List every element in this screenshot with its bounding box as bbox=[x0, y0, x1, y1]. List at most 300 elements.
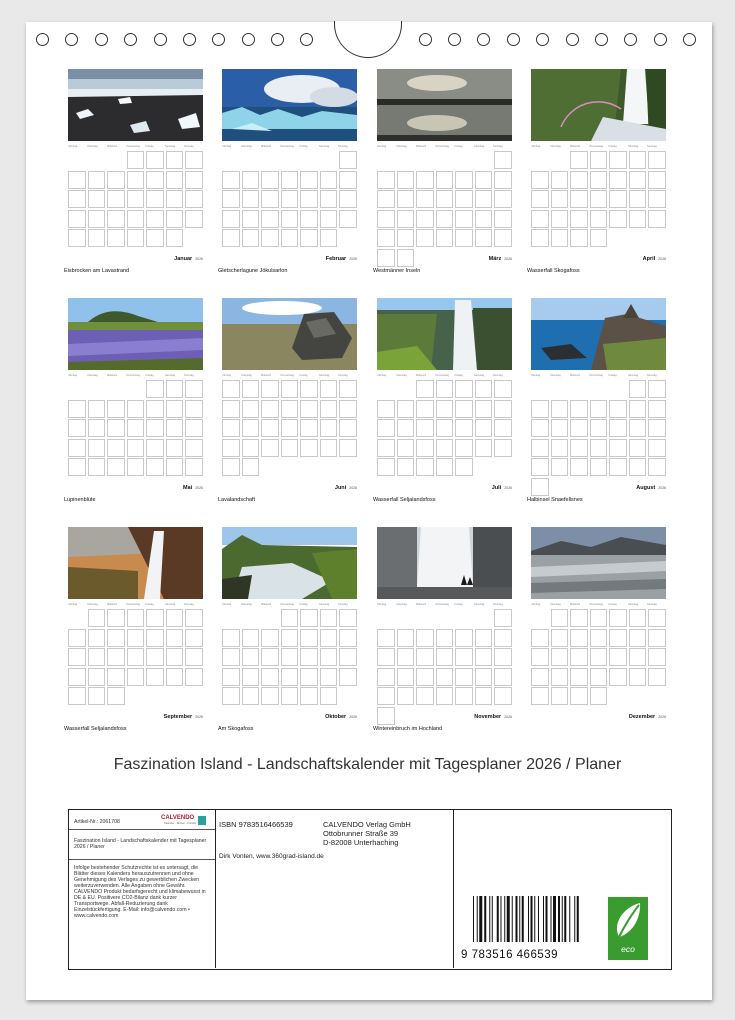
month-year: 2026 bbox=[504, 257, 512, 261]
day-cell bbox=[88, 190, 106, 208]
weekday-label: Donnerstag bbox=[126, 603, 140, 606]
binding-ring bbox=[183, 33, 196, 46]
day-cell bbox=[377, 190, 395, 208]
day-cell bbox=[397, 171, 415, 189]
barcode-icon bbox=[471, 896, 586, 942]
day-cell bbox=[339, 171, 357, 189]
day-cell bbox=[300, 190, 318, 208]
day-cell bbox=[185, 419, 203, 437]
day-cell bbox=[629, 458, 647, 476]
day-cell bbox=[648, 400, 666, 418]
day-cell bbox=[609, 190, 627, 208]
calvendo-flag-icon bbox=[198, 816, 206, 825]
day-cell bbox=[166, 380, 184, 398]
day-cell bbox=[648, 380, 666, 398]
day-cell bbox=[531, 478, 549, 496]
day-cell bbox=[166, 229, 184, 247]
weekday-label: Sonntag bbox=[493, 145, 503, 148]
day-cell bbox=[609, 210, 627, 228]
month-name bbox=[183, 485, 203, 491]
day-cell bbox=[416, 171, 434, 189]
day-cell bbox=[146, 609, 164, 627]
binding-ring bbox=[654, 33, 667, 46]
day-cell bbox=[88, 687, 106, 705]
day-cell bbox=[416, 419, 434, 437]
day-cell bbox=[88, 668, 106, 686]
month-year: 2026 bbox=[658, 257, 666, 261]
day-cell bbox=[570, 229, 588, 247]
day-cell bbox=[261, 419, 279, 437]
day-cell bbox=[127, 229, 145, 247]
weekday-label: Mittwoch bbox=[107, 603, 118, 606]
month-block bbox=[218, 298, 357, 508]
day-cell bbox=[261, 687, 279, 705]
weekday-label: Freitag bbox=[145, 603, 154, 606]
month-label: August bbox=[636, 485, 656, 491]
weekday-label: Freitag bbox=[454, 374, 463, 377]
day-cell bbox=[629, 171, 647, 189]
day-cell bbox=[281, 419, 299, 437]
month-label: Dezember bbox=[628, 714, 656, 720]
day-cell bbox=[107, 668, 125, 686]
month-label: Oktober bbox=[325, 714, 347, 720]
day-cell bbox=[551, 668, 569, 686]
day-cell bbox=[242, 229, 260, 247]
weekday-label: Samstag bbox=[628, 603, 639, 606]
day-cell bbox=[397, 668, 415, 686]
day-cell bbox=[68, 171, 86, 189]
day-cell bbox=[107, 171, 125, 189]
day-cell bbox=[320, 687, 338, 705]
day-cell bbox=[609, 458, 627, 476]
day-cell bbox=[455, 668, 473, 686]
day-cell bbox=[242, 419, 260, 437]
weekday-label: Sonntag bbox=[338, 603, 348, 606]
weekday-label: Mittwoch bbox=[416, 145, 427, 148]
photo-caption: Wintereinbruch im Hochland bbox=[373, 726, 443, 732]
weekday-label: Sonntag bbox=[647, 145, 657, 148]
binding-ring bbox=[683, 33, 696, 46]
day-cell bbox=[436, 190, 454, 208]
day-cell bbox=[261, 229, 279, 247]
day-cell bbox=[494, 609, 512, 627]
weekday-label: Dienstag bbox=[396, 145, 407, 148]
day-cell bbox=[261, 400, 279, 418]
binding-ring bbox=[536, 33, 549, 46]
day-cell bbox=[455, 648, 473, 666]
day-cell bbox=[531, 400, 549, 418]
day-cell bbox=[222, 687, 240, 705]
month-name bbox=[474, 714, 512, 720]
weekday-label: Mittwoch bbox=[261, 374, 272, 377]
day-cell bbox=[281, 210, 299, 228]
day-cell bbox=[416, 229, 434, 247]
month-photo bbox=[377, 527, 512, 599]
day-cell bbox=[127, 629, 145, 647]
month-year: 2026 bbox=[658, 486, 666, 490]
photo-caption: Wasserfall Skogafoss bbox=[527, 268, 580, 274]
day-cell bbox=[377, 400, 395, 418]
month-photo bbox=[531, 527, 666, 599]
day-cell bbox=[127, 648, 145, 666]
day-cell bbox=[166, 400, 184, 418]
photo-caption: Westmänner Inseln bbox=[373, 268, 421, 274]
binding-ring bbox=[595, 33, 608, 46]
weekday-label: Sonntag bbox=[647, 374, 657, 377]
day-cell bbox=[166, 668, 184, 686]
day-cell bbox=[397, 648, 415, 666]
day-grid bbox=[377, 380, 512, 480]
day-cell bbox=[320, 171, 338, 189]
day-cell bbox=[377, 687, 395, 705]
weekday-label: Freitag bbox=[454, 145, 463, 148]
calvendo-tagline: Kalender · Bücher · Puzzles bbox=[164, 822, 197, 825]
day-cell bbox=[339, 648, 357, 666]
day-cell bbox=[590, 210, 608, 228]
weekday-label: Freitag bbox=[145, 374, 154, 377]
binding-ring bbox=[624, 33, 637, 46]
weekday-label: Montag bbox=[68, 603, 78, 606]
day-grid bbox=[222, 151, 357, 251]
day-cell bbox=[261, 629, 279, 647]
barcode-number: 9 783516 466539 bbox=[461, 949, 559, 961]
month-photo bbox=[531, 69, 666, 141]
day-cell bbox=[629, 668, 647, 686]
day-cell bbox=[377, 249, 395, 267]
day-cell bbox=[416, 190, 434, 208]
day-cell bbox=[609, 400, 627, 418]
day-cell bbox=[377, 458, 395, 476]
day-cell bbox=[551, 171, 569, 189]
day-cell bbox=[416, 439, 434, 457]
day-cell bbox=[68, 687, 86, 705]
day-cell bbox=[570, 629, 588, 647]
day-cell bbox=[397, 190, 415, 208]
day-cell bbox=[107, 400, 125, 418]
day-cell bbox=[185, 400, 203, 418]
day-cell bbox=[494, 229, 512, 247]
month-block bbox=[373, 69, 512, 279]
weekday-label: Dienstag bbox=[87, 374, 98, 377]
day-cell bbox=[320, 629, 338, 647]
weekday-label: Dienstag bbox=[550, 603, 561, 606]
day-cell bbox=[397, 629, 415, 647]
binding-ring bbox=[300, 33, 313, 46]
day-cell bbox=[648, 419, 666, 437]
day-cell bbox=[320, 400, 338, 418]
day-cell bbox=[475, 190, 493, 208]
day-cell bbox=[127, 668, 145, 686]
day-cell bbox=[609, 439, 627, 457]
day-cell bbox=[185, 458, 203, 476]
day-cell bbox=[436, 668, 454, 686]
month-name bbox=[335, 485, 357, 491]
day-cell bbox=[107, 609, 125, 627]
day-cell bbox=[88, 171, 106, 189]
day-cell bbox=[570, 609, 588, 627]
day-cell bbox=[107, 190, 125, 208]
publisher-city: D-82008 Unterhaching bbox=[323, 838, 399, 847]
day-cell bbox=[127, 609, 145, 627]
day-cell bbox=[68, 400, 86, 418]
day-cell bbox=[590, 229, 608, 247]
day-cell bbox=[551, 648, 569, 666]
weekday-label: Dienstag bbox=[550, 145, 561, 148]
day-cell bbox=[531, 229, 549, 247]
day-cell bbox=[551, 629, 569, 647]
day-cell bbox=[339, 380, 357, 398]
day-cell bbox=[68, 668, 86, 686]
day-cell bbox=[146, 458, 164, 476]
day-cell bbox=[551, 419, 569, 437]
day-cell bbox=[222, 210, 240, 228]
day-cell bbox=[300, 609, 318, 627]
day-cell bbox=[551, 190, 569, 208]
day-cell bbox=[281, 380, 299, 398]
day-cell bbox=[185, 171, 203, 189]
day-cell bbox=[531, 419, 549, 437]
weekday-label: Donnerstag bbox=[280, 603, 294, 606]
day-cell bbox=[629, 190, 647, 208]
day-cell bbox=[648, 629, 666, 647]
info-column-middle bbox=[215, 810, 454, 968]
weekday-label: Freitag bbox=[608, 374, 617, 377]
day-cell bbox=[107, 629, 125, 647]
day-cell bbox=[590, 151, 608, 169]
weekday-label: Donnerstag bbox=[280, 374, 294, 377]
day-cell bbox=[320, 648, 338, 666]
day-cell bbox=[648, 458, 666, 476]
weekday-label: Sonntag bbox=[184, 374, 194, 377]
day-cell bbox=[146, 439, 164, 457]
day-cell bbox=[416, 380, 434, 398]
day-cell bbox=[68, 190, 86, 208]
month-photo bbox=[68, 298, 203, 370]
article-row bbox=[69, 810, 215, 830]
weekday-label: Montag bbox=[68, 145, 78, 148]
weekday-label: Donnerstag bbox=[126, 374, 140, 377]
day-cell bbox=[570, 458, 588, 476]
day-cell bbox=[416, 648, 434, 666]
weekday-label: Montag bbox=[377, 374, 387, 377]
day-cell bbox=[127, 171, 145, 189]
weekday-label: Dienstag bbox=[241, 603, 252, 606]
day-cell bbox=[320, 609, 338, 627]
day-cell bbox=[222, 458, 240, 476]
weekday-label: Montag bbox=[531, 374, 541, 377]
day-cell bbox=[609, 609, 627, 627]
weekday-label: Dienstag bbox=[241, 145, 252, 148]
day-cell bbox=[281, 439, 299, 457]
day-cell bbox=[242, 458, 260, 476]
photo-caption: Eisbrocken am Lavastrand bbox=[64, 268, 130, 274]
day-cell bbox=[590, 629, 608, 647]
weekday-label: Sonntag bbox=[647, 603, 657, 606]
day-cell bbox=[397, 210, 415, 228]
weekday-label: Sonntag bbox=[493, 374, 503, 377]
day-cell bbox=[320, 190, 338, 208]
day-cell bbox=[242, 380, 260, 398]
weekday-label: Montag bbox=[222, 603, 232, 606]
binding-ring bbox=[36, 33, 49, 46]
month-block bbox=[373, 298, 512, 508]
weekday-label: Dienstag bbox=[87, 603, 98, 606]
photo-caption: Lavalandschaft bbox=[218, 497, 255, 503]
month-name bbox=[489, 256, 512, 262]
day-cell bbox=[455, 190, 473, 208]
day-cell bbox=[609, 151, 627, 169]
day-cell bbox=[590, 458, 608, 476]
day-cell bbox=[475, 648, 493, 666]
day-cell bbox=[494, 439, 512, 457]
day-cell bbox=[648, 151, 666, 169]
photo-caption: Wasserfall Seljalandsfoss bbox=[373, 497, 436, 503]
month-photo bbox=[222, 69, 357, 141]
month-block bbox=[531, 527, 666, 737]
day-cell bbox=[551, 229, 569, 247]
day-cell bbox=[166, 190, 184, 208]
day-cell bbox=[261, 439, 279, 457]
day-grid bbox=[68, 380, 203, 480]
day-cell bbox=[416, 668, 434, 686]
day-cell bbox=[320, 210, 338, 228]
day-cell bbox=[68, 210, 86, 228]
month-block bbox=[218, 69, 357, 279]
month-year: 2026 bbox=[658, 715, 666, 719]
photo-caption: Am Skogafoss bbox=[218, 726, 254, 732]
weekday-label: Freitag bbox=[608, 145, 617, 148]
day-cell bbox=[107, 419, 125, 437]
day-cell bbox=[609, 629, 627, 647]
weekday-label: Mittwoch bbox=[107, 145, 118, 148]
day-cell bbox=[242, 190, 260, 208]
day-cell bbox=[185, 190, 203, 208]
day-cell bbox=[531, 648, 549, 666]
weekday-label: Montag bbox=[222, 145, 232, 148]
day-cell bbox=[281, 648, 299, 666]
day-cell bbox=[629, 380, 647, 398]
day-cell bbox=[281, 668, 299, 686]
day-cell bbox=[222, 439, 240, 457]
day-cell bbox=[242, 629, 260, 647]
day-cell bbox=[494, 400, 512, 418]
day-cell bbox=[300, 439, 318, 457]
month-year: 2026 bbox=[195, 257, 203, 261]
day-cell bbox=[570, 687, 588, 705]
day-cell bbox=[68, 419, 86, 437]
day-cell bbox=[339, 210, 357, 228]
binding-ring bbox=[95, 33, 108, 46]
day-cell bbox=[300, 687, 318, 705]
day-cell bbox=[475, 439, 493, 457]
day-cell bbox=[475, 400, 493, 418]
day-cell bbox=[551, 439, 569, 457]
month-label: Januar bbox=[174, 256, 193, 262]
day-cell bbox=[436, 229, 454, 247]
day-cell bbox=[88, 648, 106, 666]
day-cell bbox=[146, 229, 164, 247]
month-label: September bbox=[163, 714, 193, 720]
day-cell bbox=[300, 400, 318, 418]
day-cell bbox=[185, 609, 203, 627]
day-cell bbox=[261, 210, 279, 228]
day-cell bbox=[494, 151, 512, 169]
day-cell bbox=[590, 668, 608, 686]
day-cell bbox=[261, 380, 279, 398]
day-cell bbox=[68, 458, 86, 476]
day-cell bbox=[185, 439, 203, 457]
binding-ring bbox=[242, 33, 255, 46]
weekday-label: Montag bbox=[222, 374, 232, 377]
day-cell bbox=[166, 648, 184, 666]
day-cell bbox=[222, 171, 240, 189]
article-number: Artikel-Nr.: 2061708 bbox=[74, 819, 120, 825]
day-cell bbox=[300, 380, 318, 398]
day-cell bbox=[590, 400, 608, 418]
day-cell bbox=[397, 458, 415, 476]
weekday-label: Samstag bbox=[165, 145, 176, 148]
day-cell bbox=[222, 190, 240, 208]
day-cell bbox=[377, 210, 395, 228]
day-cell bbox=[648, 210, 666, 228]
day-cell bbox=[590, 419, 608, 437]
day-cell bbox=[166, 210, 184, 228]
day-cell bbox=[436, 687, 454, 705]
month-year: 2026 bbox=[504, 486, 512, 490]
day-cell bbox=[222, 400, 240, 418]
day-cell bbox=[590, 439, 608, 457]
day-cell bbox=[629, 151, 647, 169]
day-cell bbox=[494, 171, 512, 189]
month-photo bbox=[222, 527, 357, 599]
day-cell bbox=[320, 668, 338, 686]
weekday-label: Donnerstag bbox=[435, 374, 449, 377]
day-cell bbox=[531, 210, 549, 228]
day-cell bbox=[242, 400, 260, 418]
day-cell bbox=[242, 171, 260, 189]
month-block bbox=[64, 298, 203, 508]
day-cell bbox=[146, 648, 164, 666]
weekday-label: Samstag bbox=[628, 145, 639, 148]
day-cell bbox=[146, 419, 164, 437]
day-cell bbox=[281, 400, 299, 418]
binding-ring bbox=[65, 33, 78, 46]
month-year: 2026 bbox=[349, 715, 357, 719]
day-cell bbox=[185, 210, 203, 228]
day-cell bbox=[222, 668, 240, 686]
day-cell bbox=[339, 609, 357, 627]
day-cell bbox=[436, 458, 454, 476]
day-cell bbox=[570, 648, 588, 666]
month-name bbox=[492, 485, 512, 491]
weekday-label: Mittwoch bbox=[261, 603, 272, 606]
day-cell bbox=[416, 400, 434, 418]
day-cell bbox=[436, 629, 454, 647]
weekday-label: Samstag bbox=[474, 145, 485, 148]
day-cell bbox=[570, 151, 588, 169]
weekday-label: Freitag bbox=[299, 145, 308, 148]
binding-ring bbox=[271, 33, 284, 46]
day-cell bbox=[146, 190, 164, 208]
weekday-label: Donnerstag bbox=[435, 603, 449, 606]
day-cell bbox=[339, 419, 357, 437]
author: Dirk Vonten, www.360grad-island.de bbox=[219, 853, 324, 860]
weekday-label: Donnerstag bbox=[280, 145, 294, 148]
day-cell bbox=[68, 629, 86, 647]
day-cell bbox=[397, 419, 415, 437]
day-cell bbox=[570, 668, 588, 686]
weekday-label: Freitag bbox=[299, 603, 308, 606]
